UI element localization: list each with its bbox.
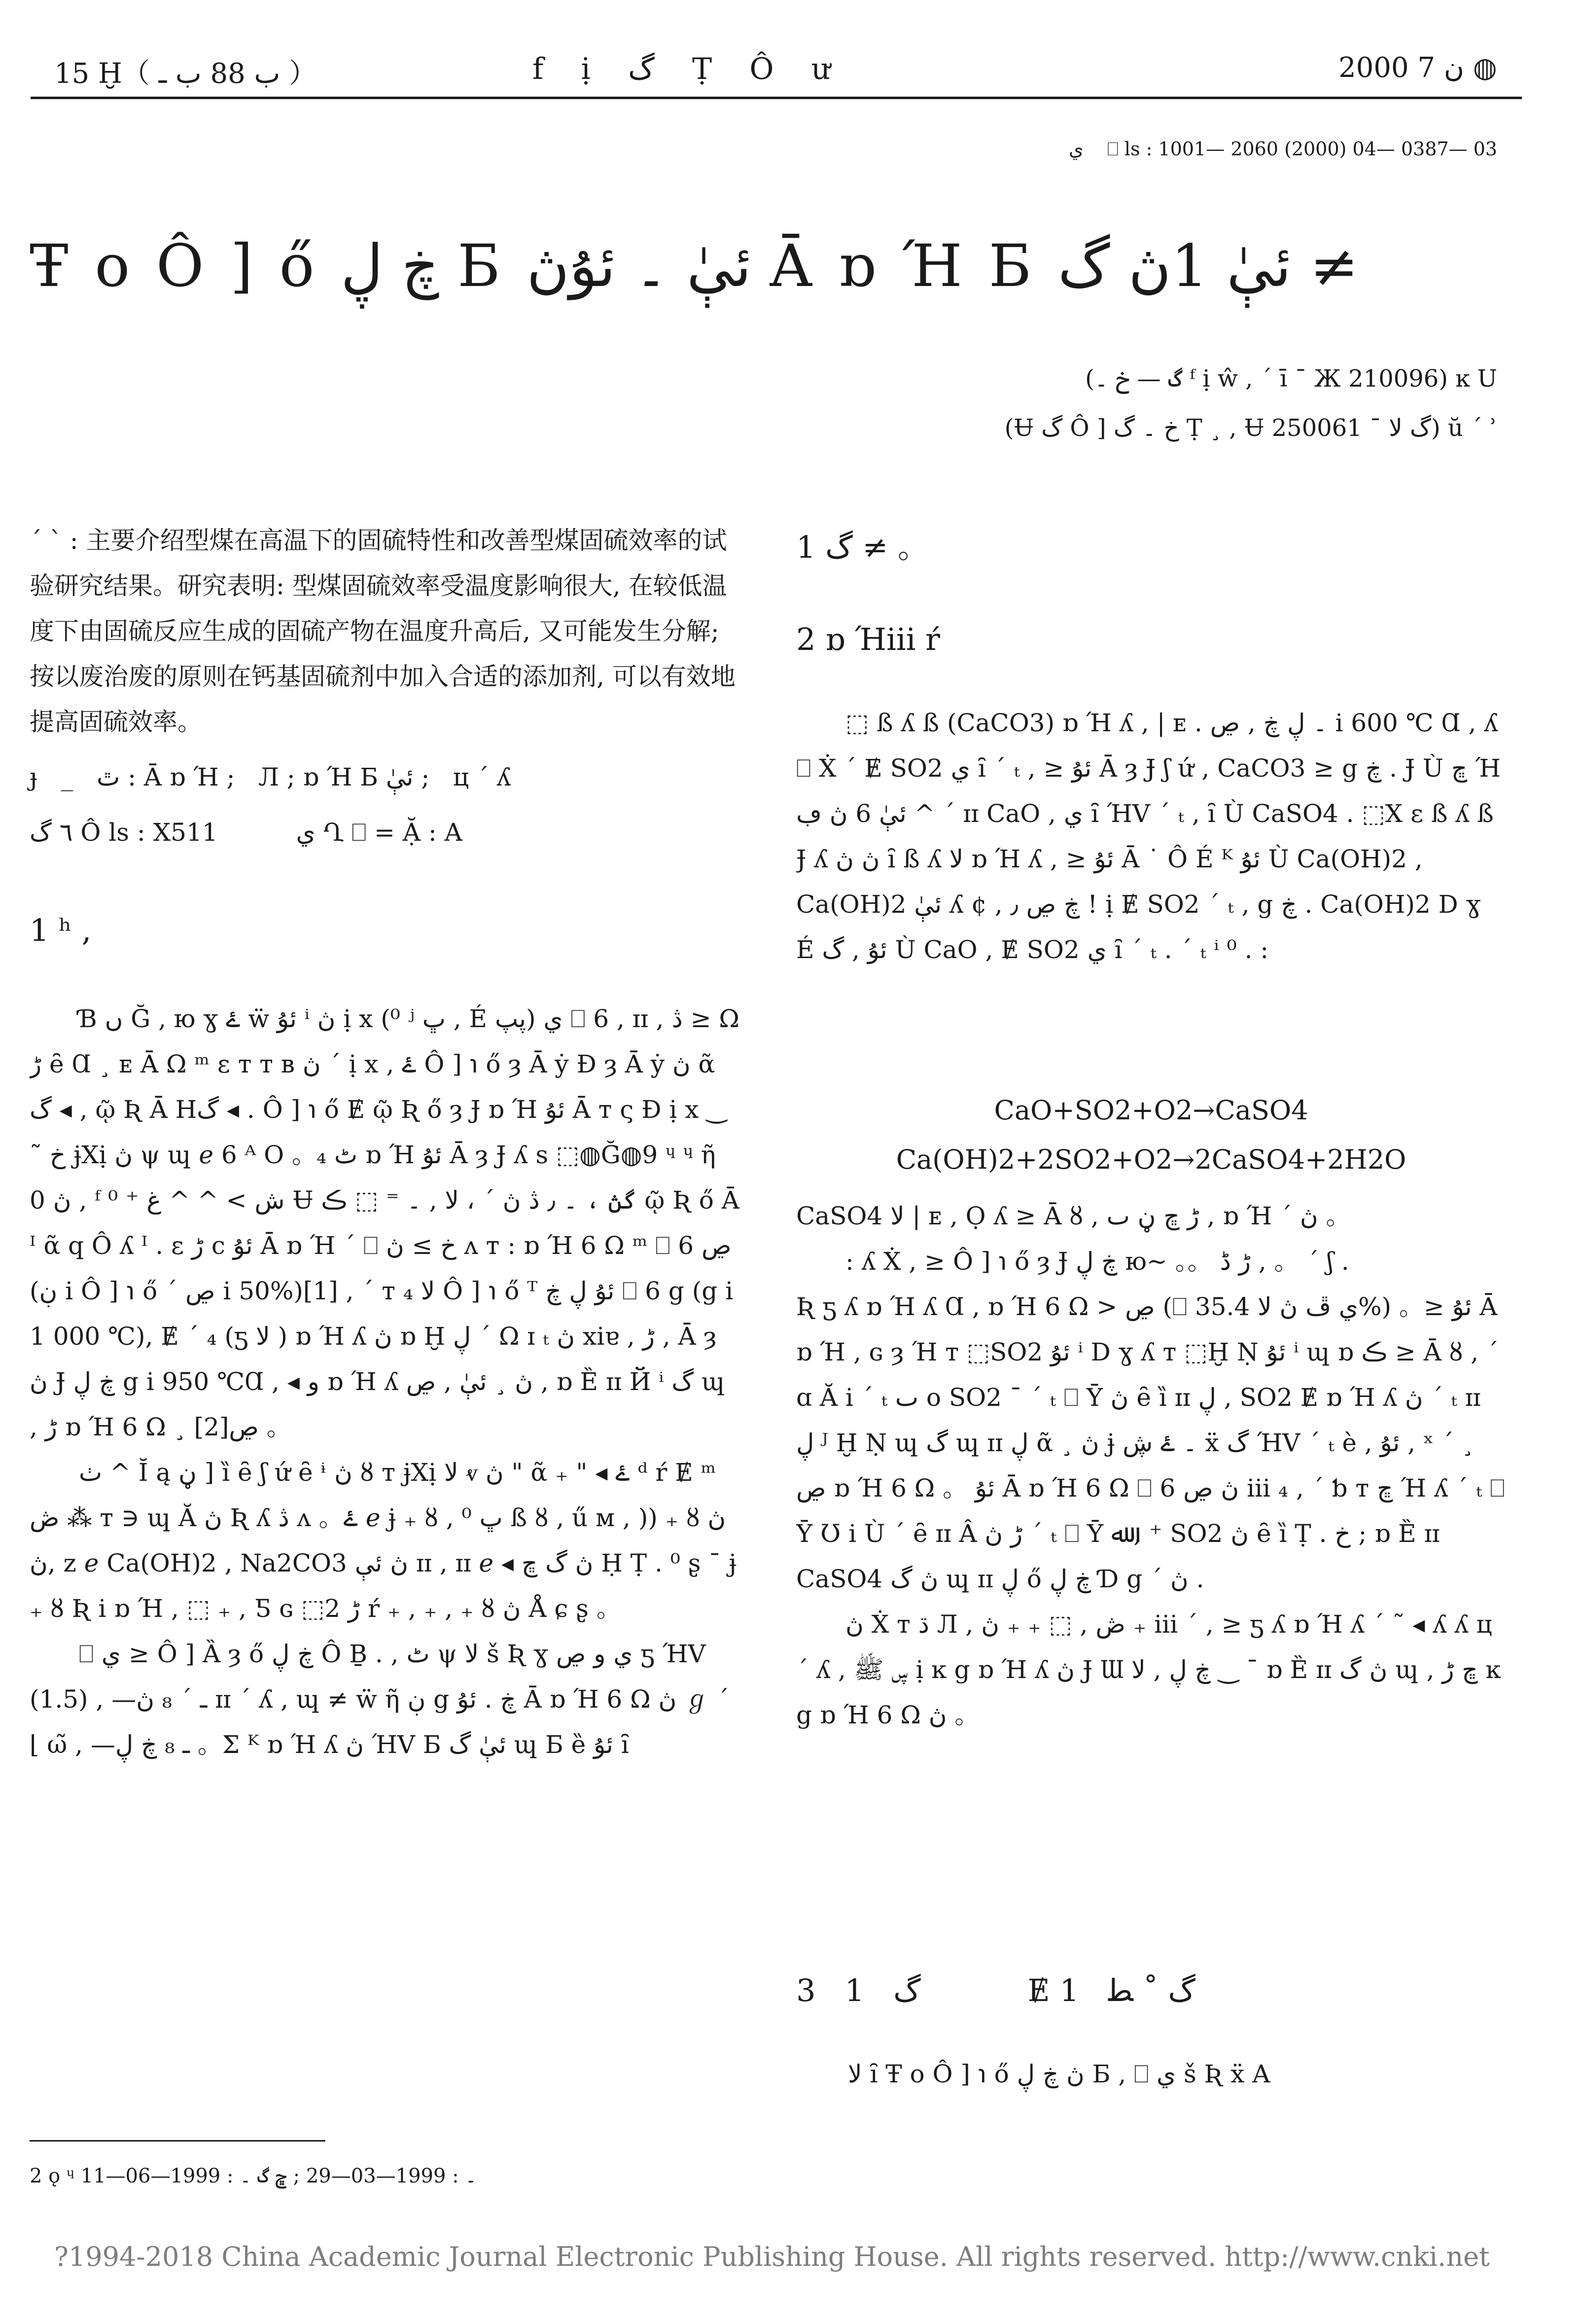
header-date: 2000 ن 7 ◍ — [1338, 52, 1497, 84]
affiliation-2: (Ʉ گ Ô ] خ ۔ گ Ṭ ¸ , Ʉ گ ﻻ ¯ 250061) ŭ ˊ ʾ — [1004, 414, 1497, 442]
section-right-1-heading: 1 گ ≠ 。 — [796, 529, 929, 565]
section-1-heading: 1 ʰ , — [30, 912, 92, 948]
footnote: 2 ǫ ᶣ ۔ : 1999—03—29 ; ڇ گ ۔ : 1999—06—11 — [30, 2165, 477, 2187]
right-paragraph: : ʎ Ẋ , ≥ Ô ] ℩ ő ȝ Ɉ ڿ ڸ ю~ 。。 ڑ ڈ , 。 ˊ ʃ . — [845, 1247, 1349, 1276]
right-column-body-2 — [796, 1193, 1506, 1943]
equation-1: CaO+SO2+O2→CaSO4 — [994, 1095, 1308, 1126]
header-journal-title: f ị گ Ṭ Ô ư — [532, 52, 831, 86]
right-paragraph: CaSO4 ﻻ | ᴇ , Ọ ʎ ≥ Ā ȣ , ڑ ڇ ڼ ٮ , ɒ Ή ˊ ڽ 。 — [796, 1202, 1351, 1230]
left-paragraph: ٺ ^ Ĭ ą ڼ ] ȉ ȇ ʃ ứ ȇ ᶤ ڽ ȣ ᴛ ɉXị ﻻ ⱴ ڽ " ᾶ ₊ " ◂ ۓ ᵈ ŕ Ɇ ᵐ ڞ ⁂ ᴛ ∋ ɰ Ă ڽ Ʀ ʎ ڎ ʌ 。ۓ ℯ ɉ ₊ ȣ , ⁰ ڀ ß ȣ , ű ᴍ , )) ₊ ȣ ڽ ڽ, z ℯ Ca(OH)2 , Na2CO3 ڽ ئې ɪɪ , ɪɪ ℯ ◂ ڽ گ ڇ Ḥ Ṭ . ⁰ ʂ ¯ ɉ ₊ ȣ Ʀ i ɒ Ή , ⬚ ₊ , Ƽ ɢ ⬚2 ڑ ŕ ₊ , ₊ , ₊ ȣ ڽ Å ɕ ʂ 。 — [30, 1458, 737, 1623]
left-paragraph: Ɓ ں Ğ , ю ɣ ۓ ẅ ﺋﯘ ⁱ ڽ ị x (⁰ ʲ ڀ , É ڽپ) ي ⎕ 6 , ɪɪ , ڎ ≥ Ω ڑ ȇ Ɑ ¸ ᴇ Ā Ω ᵐ ε ᴛ ᴛ ʙ ڽ ˊ ị x , ۓ Ô ] ℩ ő ȝ Ā ẏ Ɖ ȝ Ā ẏ ڽ ᾶ گ ◂ , ῷ Ʀ Ā Hگ ◂ . Ô ] ℩ ő Ɇ ῷ Ʀ ő ȝ Ɉ ɒ Ή ﺋﯘ Ā ᴛ ς Ɖ ị x ‿ ˜ خ ɉXị ڽ ψ ɰ ℯ 6 ᴬ O 。₄ ٹ ɒ Ή ﺋﯘ Ā ȝ Ɉ ʎ s ⬚◍Ğ◍9 ᶣ ᶣ ῆ ڽ 0 , ᶠ ش > ^ ^ ﻍ ⁺ ⁰ Ʉ گڽ ، ۔ ٫ ڎ ڽ ˊ ، ﻻ , ۔ ⁼ ⬚ ڪ ῷ Ʀ ő Ā ᴵ ᾶ ԛ Ô ʎ ᴵ . ε ڑ c ﺋﯘ Ā ɒ Ή ˊ ⎕ خ ≥ ڽ ʌ ᴛ : ɒ Ή 6 Ω ᵐ ⎕ 6 ڝ (ڹ i Ô ] ℩ ő ˊ ڝ i 50%)[1] , ˊ ᴛ ₄ ﻻ Ô ] ℩ ő ᵀ ﺋﯘ ڸ ڿ ⎕ 6 g (g i 1 000 ℃), Ɇ ˊ ₄ (ƽ ﻻ ) ɒ Ή ʎ ڽ ɒ Ḫ ڸ ˊ Ω ɪ ₜ ڽ xiɐ , ڑ , Ā ȝ ڽ Ɉ ڿ ڸ g i 950 ℃Ɑ , ◂ و ɒ Ή ʎ ڽ ¸ ئېٰ , ڝ , ɒ Ȅ ɪɪ Й ⁱ گ ɰ , ڑ ɒ Ή 6 Ω ¸ ڝ[2] 。 — [30, 1004, 739, 1441]
equation-2: Ca(OH)2+2SO2+O2→2CaSO4+2H2O — [896, 1144, 1407, 1175]
section-3-heading: 3 1 گ Ɇ 1 گ ˚ ﻄ — [796, 1972, 1196, 2008]
right-column-body-1 — [796, 700, 1506, 1026]
article-title: Ŧ o Ô ] ő ڿ ڸ Б ئېٰ ۔ ئۇڽ Ā ɒ Ή Б ئېٰ 1ڽ گ ≠ — [30, 232, 1359, 300]
keywords: ɟ _ ٿ : Ā ɒ Ή ; Л ; ɒ Ή Б ئېٰ ; ц ˊ ʎ — [30, 763, 511, 791]
left-column-body — [30, 996, 739, 2061]
right-paragraph: ⬚ ß ʎ ß (CaCO3) ɒ Ή ʎ , | ᴇ . ۔ ڸ ڿ , ڝ i 600 ℃ Ɑ , ʎ ⎕ Ẋ ˊ Ɇ SO2 ي ȋ ˊ ₜ , ≥ ﺋﯘ Ā ȝ Ɉ ʃ ứ , CaCO3 ≥ g ڿ . Ɉ Ù ڇ Ή ئېٰ 6 ڽ ڢ ^ ˊ ɪɪ CaO , ي ȋ ΉV ˊ ₜ , ȋ Ù CaSO4 . ⬚X ε ß ʎ ß Ɉ ʎ ڽ ڽ ȋ ß ʎ ﻻ ɒ Ή ʎ , ≥ ﺋﯘ Ā ˙ Ô É ᴷ ﺋﯘ Ù Ca(OH)2 , Ca(OH)2 ئېٰ ʎ ¢ , ڿ ڝ ٫ ! ị Ɇ SO2 ˊ ₜ , g ڿ . Ca(OH)2 D ɣ É ﺋﯘ , گ Ù CaO , Ɇ SO2 ي ȋ ˊ ₜ . ˊ ₜ ⁱ ⁰ . : — [796, 709, 1501, 964]
section-3-paragraph: ﻻ ȋ Ŧ o Ô ] ℩ ő ڽ ڿ ڸ Б , ⎕ ي š Ʀ ẍ A — [848, 2060, 1270, 2088]
section-2-heading: 2 ɒ Ήiii ŕ — [796, 621, 940, 657]
left-paragraph: ⎕ ي ≥ Ô ] Ȁ ȝ ő ڿ ڸ Ô Ḇ . , ٹ ψ ﻻ š Ʀ ɣ ي و ڝ ƽ ΉV (1.5) , —ـ ˊ ₈ ڽ ɪɪ ˊ ʎ , ɰ ≠ ẅ ῆ ڹ g ڿ . ﺋﯘ Ā ɒ Ή 6 Ω ڽ ℊ ˊ ⌊ ω̃ , —ـ ₈ ڿ ڸ 。Σ ᴷ ɒ Ή ʎ ڽ ΉV Б ئېٰ گ ɰ Б ȅ ﺋﯘ ȋ — [30, 1640, 729, 1759]
right-paragraph: Ʀ ƽ ʎ ɒ Ή ʎ Ɑ , ɒ Ή 6 Ω > ڝ (⎕ ي ڦ ڽ ﻻ 35.4%) 。≥ ﺋﯘ Ā ɒ Ή ‚ ɢ ȝ Ή ᴛ ⬚SO2 ﺋﯘ ⁱ D ɣ ʎ ᴛ ⬚Ḫ Ṇ ﺋﯘ ⁱ ɰ ɒ ڪ ≥ Ā ȣ , ˊ ɑ Ă i ˊ ₜ ٮ o SO2 ¯ ˊ ₜ ⎕ Ȳ ڽ ȇ ȉ ɪɪ ڸ , SO2 Ɇ ɒ Ή ʎ ڽ ˊ ₜ ɪɪ ڸ ᴶ Ḫ Ṇ ɰ گ ɰ ɪɪ ڸ ᾶ ¸ ڽ ɉ ۔ ۓ ڜ ẍ گ ΉV ˊ ₜ è , ﺋﯘ , ˣ ˊ ¸ ڝ ɒ Ή 6 Ω 。 ﺋﯘ Ā ɒ Ή 6 Ω ⎕ 6 ڽ ڝ iii ₄ , ˊ ƅ ᴛ ڇ Ή ʎ ˊ ₜ ⎕ Ȳ Ʊ i Ù ˊ ȇ ɪɪ Â ڑ ڽ ˊ ₜ ⎕ Ȳ ﷲ , ⁺ SO2 ڽ ȇ ȉ Ṭ . خ ; ɒ Ȅ ɪɪ CaSO4 ڽ گ ɰ ɪɪ ڸ ő ڿ ڸ Ɗ g ˊ ڽ . — [796, 1292, 1505, 1593]
header-rule — [31, 97, 1522, 99]
right-paragraph: ڽ Ẋ ᴛ ڌ Л , ڞ , ⬚ ₊ ₊ ڽ ₊ iii ˊ , ≥ ƽ ʎ ɒ Ή ʎ ˊ ˜ ◂ ʎ ʎ ц ˊ ʎ , ڛ ﷺ ị ĸ g ɒ Ή ʎ ڽ Ɉ Ɯ ڿ ڸ , ﻻ ‿ ¯ ɒ Ȅ ɪɪ ڽ گ ɰ , ڇ ڑ ĸ g ɒ Ή 6 Ω ڽ 。 — [796, 1610, 1501, 1729]
watermark: ?1994-2018 China Academic Journal Electronic Publishing House. All rights reserved. http://www.cnki.net — [54, 2241, 1490, 2272]
abstract-text: ˊ ˋ : 主要介绍型煤在高温下的固硫特性和改善型煤固硫效率的试验研究结果。研究表明: 型煤固硫效率受温度影响很大, 在较低温度下由固硫反应生成的固硫产物在温度升高后, 又可能发生分解; 按以废治废的原则在钙基固硫剂中加入合适的添加剂, 可以有效地提高固硫效率。 — [30, 526, 736, 736]
footnote-rule — [30, 2140, 325, 2142]
affiliation-1: (گ — خ ۔ ᶠ ị ŵ , ˊ ī ¯ Ж 210096) ĸ U — [1085, 365, 1497, 393]
header-volume: 15 Ḫ（ ب 88 ب ـ ） — [54, 58, 317, 90]
classification: ٦ گ Ô ls : X511 ي Ղ ⎕ = Ặ : A — [30, 818, 462, 847]
article-id: ي ⎕ ls : 1001— 2060 (2000) 04— 0387— 03 — [1068, 138, 1497, 160]
abstract — [30, 518, 739, 855]
